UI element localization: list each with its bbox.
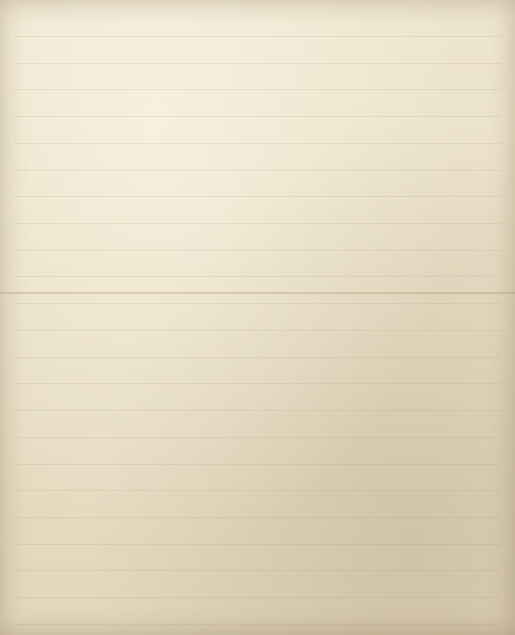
- manuscript-line: [14, 226, 501, 251]
- manuscript-line: [14, 306, 501, 331]
- manuscript-line: [14, 600, 501, 625]
- manuscript-line: [14, 146, 501, 171]
- manuscript-line: [14, 12, 501, 37]
- manuscript-line: [14, 413, 501, 438]
- manuscript-line: [14, 546, 501, 571]
- manuscript-line: [14, 252, 501, 277]
- manuscript-line: [14, 65, 501, 90]
- manuscript-line: [14, 279, 501, 304]
- manuscript-line: [14, 440, 501, 465]
- manuscript-line: [14, 520, 501, 545]
- text-block: [14, 12, 501, 625]
- manuscript-line: [14, 92, 501, 117]
- manuscript-line: [14, 172, 501, 197]
- manuscript-line: [14, 199, 501, 224]
- manuscript-line: [14, 119, 501, 144]
- manuscript-line: [14, 573, 501, 598]
- manuscript-line: [14, 493, 501, 518]
- manuscript-line: [14, 386, 501, 411]
- manuscript-line: [14, 359, 501, 384]
- manuscript-line: [14, 39, 501, 64]
- manuscript-line: [14, 333, 501, 358]
- manuscript-line: [14, 466, 501, 491]
